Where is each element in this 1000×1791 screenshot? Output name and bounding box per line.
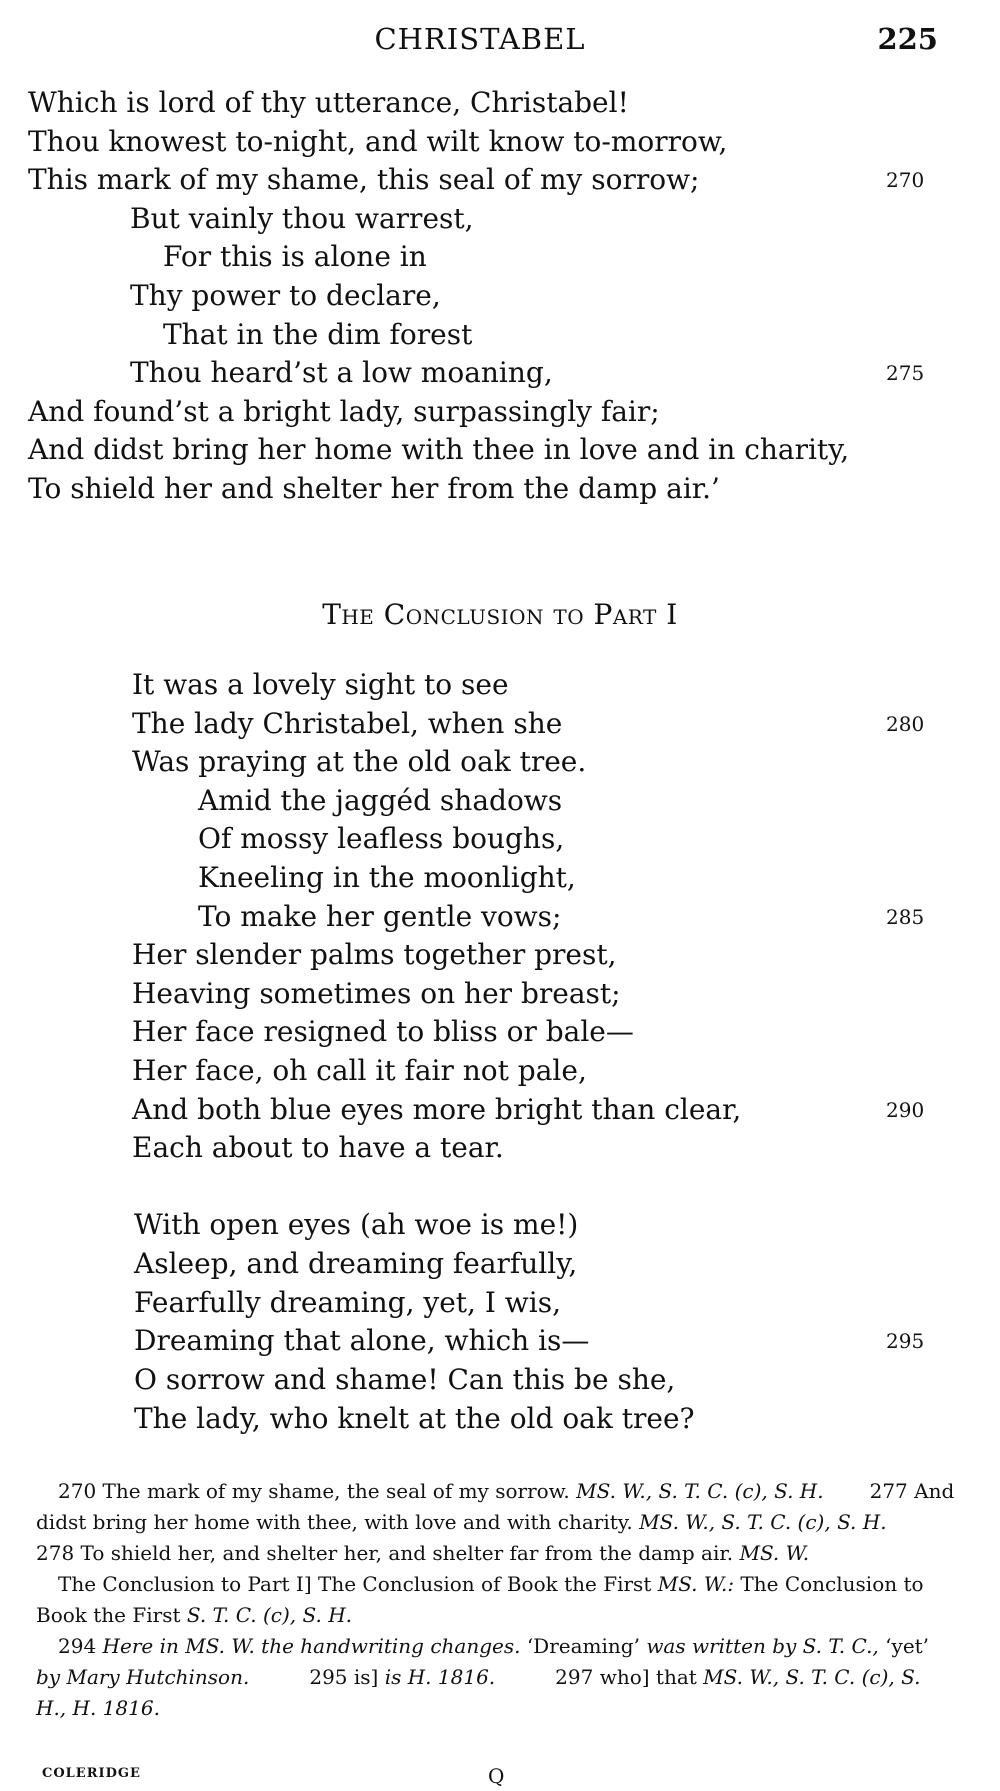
note-277-text: And didst bring her home with thee, with love and with charity. [36,1479,955,1534]
note-297-text: who] that [599,1665,697,1689]
footnote-block-2 [36,1569,956,1631]
line-number: 280 [886,711,925,736]
verse-line: Of mossy leafless boughs, [198,822,565,856]
verse-line: It was a lovely sight to see [132,668,509,701]
verse-line: And found’st a bright lady, surpassingly fair; [28,394,660,428]
verse-line: Her face resigned to bliss or bale— [132,1015,634,1049]
verse-line: Kneeling in the moonlight, [198,861,576,894]
line-number: 295 [886,1329,925,1354]
note-278-source: MS. W. [739,1541,810,1565]
note-294-quote-1: ‘Dreaming’ [526,1634,640,1658]
note-conclusion-b: The Conclusion to Book the First [36,1572,924,1627]
verse-line: Amid the jaggéd shadows [198,783,563,817]
note-297-number: 297 [555,1665,594,1689]
note-270-text: The mark of my shame, the seal of my sorrow. [102,1479,570,1503]
note-294-by: by Mary Hutchinson. [36,1665,250,1689]
verse-line: Her slender palms together prest, [132,938,617,972]
verse-line: Thou heard’st a low moaning, [130,356,553,390]
note-conclusion-b-source: S. T. C. (c), S. H. [186,1603,353,1627]
verse-line: This mark of my shame, this seal of my sorrow; [28,163,700,197]
verse-line: Each about to have a tear. [132,1131,504,1165]
note-277-source: MS. W., S. T. C. (c), S. H. [639,1510,887,1534]
verse-line: For this is alone in [163,240,427,274]
note-278-text: To shield her, and shelter her, and shelter far from the damp air. [80,1541,734,1565]
verse-line: Asleep, and dreaming fearfully, [134,1246,578,1280]
verse-line: But vainly thou warrest, [130,201,474,235]
note-conclusion-a-source: MS. W.: [657,1572,735,1596]
verse-line: Was praying at the old oak tree. [132,745,587,779]
verse-line: And didst bring her home with thee in love and in charity, [28,433,850,467]
signature-mark-author: COLERIDGE [42,1766,141,1781]
footnotes [36,1476,956,1724]
verse-line: The lady Christabel, when she [132,706,563,740]
line-number: 285 [886,904,925,929]
verse-line: Thy power to declare, [130,279,441,312]
section-title: The Conclusion to Part I [322,598,678,631]
verse-line: To make her gentle vows; [198,899,562,933]
verse-line: Fearfully dreaming, yet, I wis, [134,1285,561,1319]
line-number: 290 [886,1097,925,1122]
note-294-middle: was written by S. T. C., [646,1634,879,1658]
note-295-number: 295 [309,1665,348,1689]
note-294-italic: Here in MS. W. the handwriting changes. [102,1634,521,1658]
running-header-title: CHRISTABEL [374,22,586,56]
note-297-source: MS. W., S. T. C. (c), S. H., H. 1816. [36,1665,921,1720]
verse-line: Dreaming that alone, which is— [134,1324,590,1358]
footnote-block-1 [36,1476,956,1569]
signature-mark-letter: Q [488,1764,505,1788]
note-294-quote-2: ‘yet’ [885,1634,930,1658]
footnote-block-3 [36,1631,956,1724]
verse-line: The lady, who knelt at the old oak tree? [134,1402,695,1435]
verse-line: That in the dim forest [163,317,473,351]
verse-line: Thou knowest to-night, and wilt know to-morrow, [28,124,728,158]
note-277-number: 277 [869,1479,908,1503]
line-number: 275 [886,361,925,386]
note-294-number: 294 [58,1634,97,1658]
verse-line: To shield her and shelter her from the damp air.’ [28,472,720,505]
verse-line: Which is lord of thy utterance, Christabel! [28,86,629,119]
verse-line: O sorrow and shame! Can this be she, [134,1363,676,1397]
note-270-source: MS. W., S. T. C. (c), S. H. [576,1479,824,1503]
verse-line: Her face, oh call it fair not pale, [132,1054,587,1087]
note-278-number: 278 [36,1541,75,1565]
page-number: 225 [877,22,938,56]
note-conclusion-a: The Conclusion to Part I] The Conclusion of Book the First [58,1572,652,1596]
verse-line: With open eyes (ah woe is me!) [134,1208,579,1241]
note-295-text: is] [353,1665,379,1689]
note-295-source: is H. 1816. [384,1665,496,1689]
note-270-number: 270 [58,1479,97,1503]
verse-line: Heaving sometimes on her breast; [132,976,621,1010]
line-number: 270 [886,168,925,193]
verse-line: And both blue eyes more bright than clear, [132,1092,742,1126]
